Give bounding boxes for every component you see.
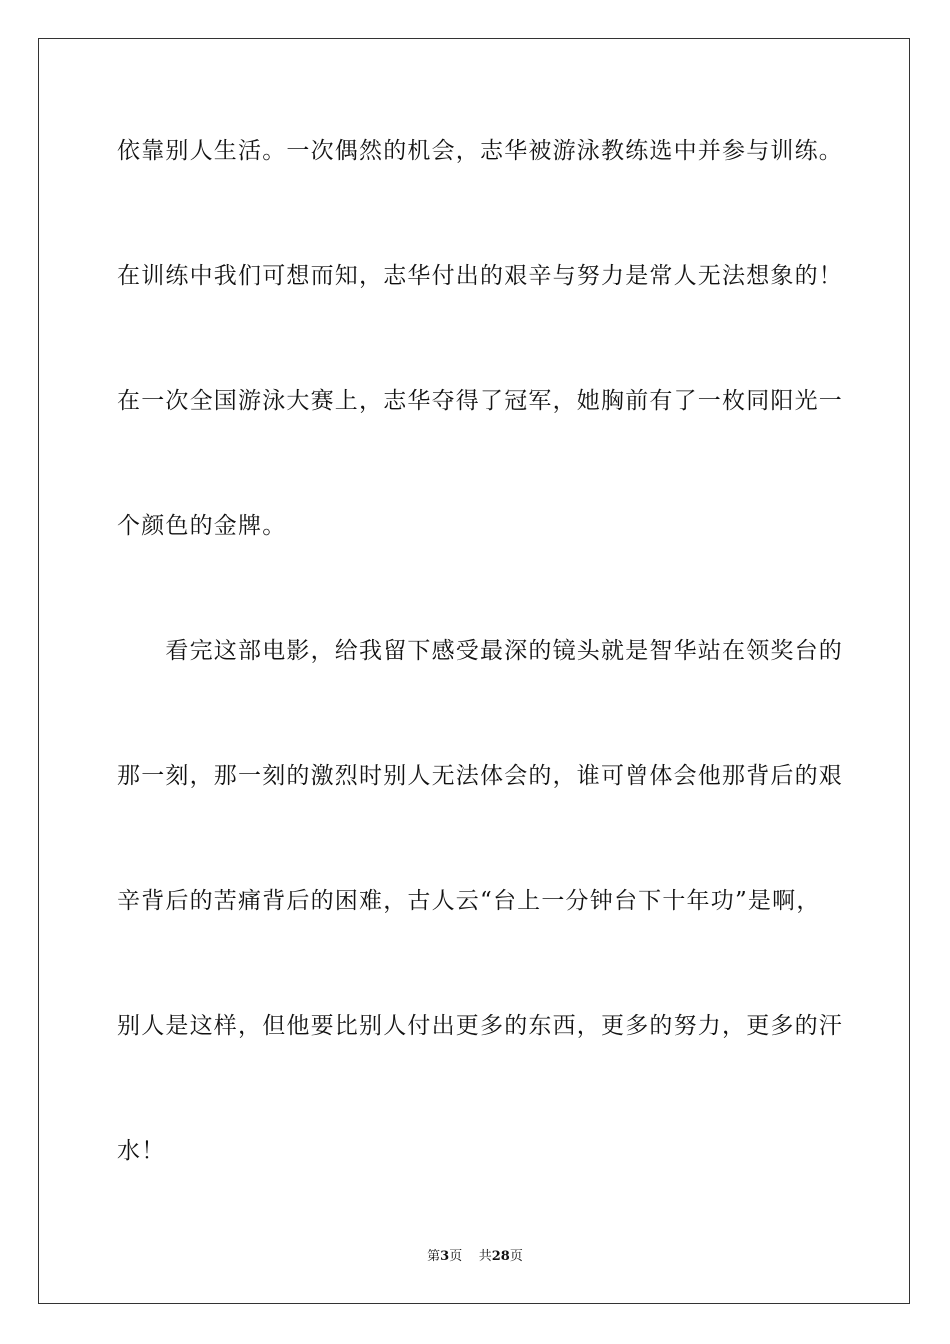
page-border — [38, 38, 910, 1304]
body-text-line: 辛背后的苦痛背后的困难，古人云“台上一分钟台下十年功”是啊， — [117, 888, 821, 914]
total-suffix: 页 — [509, 1249, 523, 1264]
body-text-line: 在一次全国游泳大赛上，志华夺得了冠军，她胸前有了一枚同阳光一 — [117, 388, 843, 414]
page-number: 3 — [440, 1249, 450, 1264]
body-text-line: 水！ — [117, 1138, 166, 1164]
total-prefix: 共 — [478, 1249, 492, 1264]
page-footer — [0, 1248, 950, 1266]
body-text-line: 在训练中我们可想而知，志华付出的艰辛与努力是常人无法想象的！ — [117, 263, 843, 289]
page-prefix: 第 — [427, 1249, 441, 1264]
page-suffix: 页 — [449, 1249, 463, 1264]
body-text-line: 那一刻，那一刻的激烈时别人无法体会的，谁可曾体会他那背后的艰 — [117, 763, 843, 789]
body-text-line: 依靠别人生活。一次偶然的机会，志华被游泳教练选中并参与训练。 — [117, 138, 843, 164]
body-text-line: 个颜色的金牌。 — [117, 513, 287, 539]
total-pages: 28 — [491, 1249, 510, 1264]
body-text-line: 别人是这样，但他要比别人付出更多的东西，更多的努力，更多的汗 — [117, 1013, 843, 1039]
body-text-line: 看完这部电影，给我留下感受最深的镜头就是智华站在领奖台的 — [117, 638, 843, 664]
